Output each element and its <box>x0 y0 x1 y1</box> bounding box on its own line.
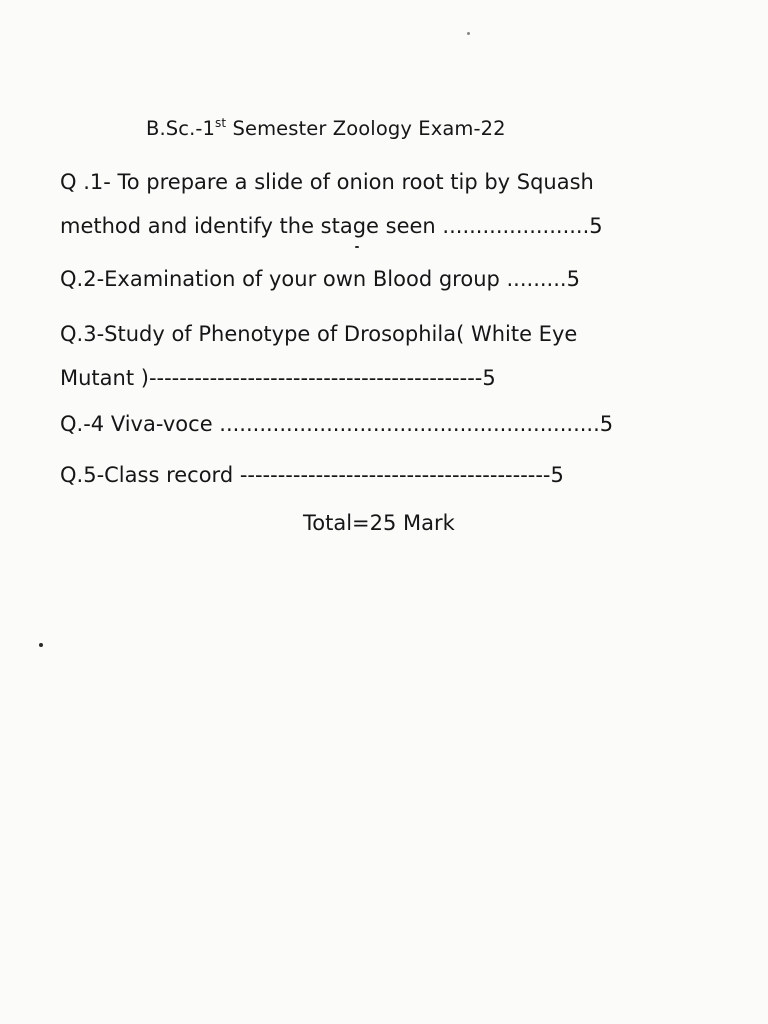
question-5 <box>60 453 720 497</box>
title-suffix: Semester Zoology Exam-22 <box>226 117 506 140</box>
question-2 <box>60 257 720 301</box>
question-3-line-1: Q.3-Study of Phenotype of Drosophila( White Eye <box>60 322 578 346</box>
question-3 <box>60 312 720 400</box>
total-marks: Total=25 Mark <box>303 511 455 535</box>
title-prefix: B.Sc.-1 <box>146 117 216 140</box>
title-superscript: st <box>215 116 227 130</box>
question-1-line-1: Q .1- To prepare a slide of onion root tip by Squash <box>60 170 594 194</box>
question-2-line-1: Q.2-Examination of your own Blood group .........5 <box>60 267 580 291</box>
question-5-line-1: Q.5-Class record -----------------------------------------5 <box>60 463 564 487</box>
question-4-line-1: Q.-4 Viva-voce .........................................................5 <box>60 412 614 436</box>
question-1-line-2: method and identify the stage seen ......................5 <box>60 214 603 238</box>
question-4 <box>60 402 720 446</box>
exam-title <box>146 117 506 140</box>
ink-speck <box>39 643 43 647</box>
question-3-line-2: Mutant )--------------------------------------------5 <box>60 366 496 390</box>
ink-speck <box>355 246 359 248</box>
ink-speck <box>467 32 470 35</box>
question-1 <box>60 160 730 248</box>
